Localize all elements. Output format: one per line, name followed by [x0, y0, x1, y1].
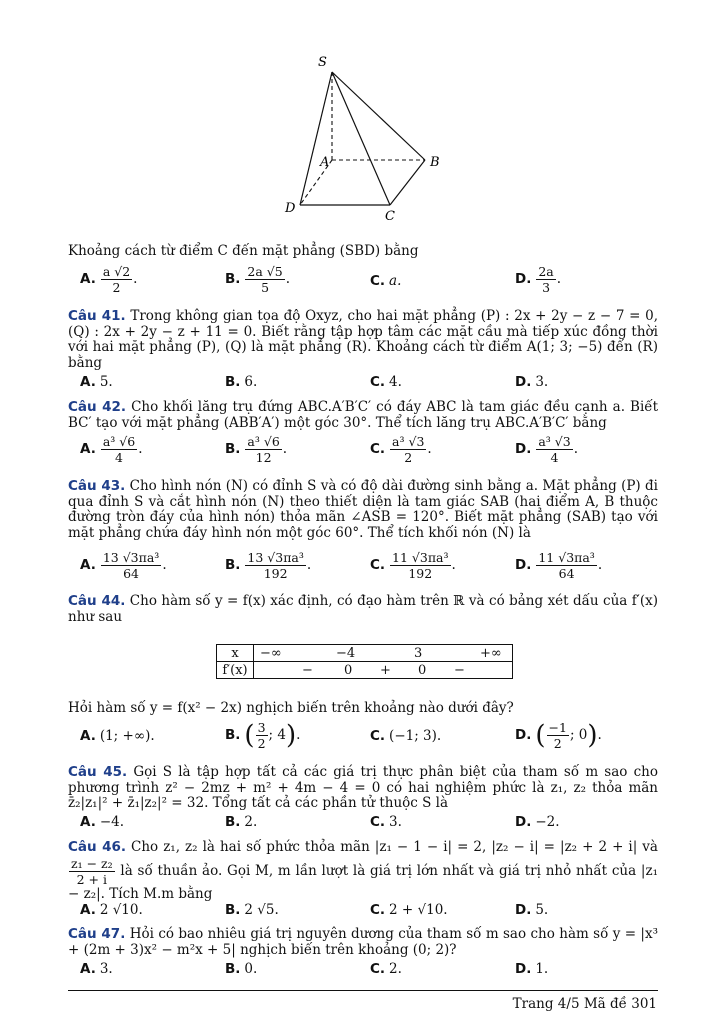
q47-option-d[interactable]: D. 1.	[515, 961, 549, 977]
q41-text: Trong không gian tọa độ Oxyz, cho hai mặt phẳng (P) : 2x + 2y − z − 7 = 0, (Q) : 2x + 2y − z + 11 = 0. Biết rằng tập hợp tâm các mặt cầu mà tiếp xúc đồng thời với hai mặt phẳng (P), (Q) là mặt phẳng (R). Khoảng cách từ điểm A(1; 3; −5) đến (R) bằng	[68, 308, 658, 371]
sign-cell: x	[217, 645, 254, 662]
q45-option-d[interactable]: D. −2.	[515, 814, 560, 830]
q44-option-c[interactable]: C. (−1; 3).	[370, 728, 442, 744]
q44	[68, 594, 658, 625]
q47-option-b[interactable]: B. 0.	[225, 961, 258, 977]
q45-option-b[interactable]: B. 2.	[225, 814, 258, 830]
sign-table-row-x	[217, 645, 513, 662]
q44-option-a[interactable]: A. (1; +∞).	[80, 728, 155, 744]
q44-option-b[interactable]: B. ( $\frac{3}{2}$ ; 4).	[225, 720, 301, 751]
q46-number: Câu 46.	[68, 839, 126, 855]
q45-options	[80, 814, 660, 834]
q45-option-c[interactable]: C. 3.	[370, 814, 402, 830]
q46	[68, 840, 658, 902]
q46-text1: Cho z₁, z₂ là hai số phức thỏa mãn |z₁ − 1 − i| = 2, |z₂ − i| = |z₂ + 2 + i| và	[131, 839, 658, 855]
q47-options	[80, 961, 660, 981]
sign-table	[216, 644, 513, 679]
q46-option-d[interactable]: D. 5.	[515, 902, 549, 918]
q43-option-a[interactable]: A. $\frac{\text{13 √3πa³}}{64}$ .	[80, 550, 167, 581]
q42-option-d[interactable]: D. $\frac{\text{a³ √3}}{4}$ .	[515, 434, 578, 465]
q41-options	[80, 374, 660, 394]
q43-text: Cho hình nón (N) có đỉnh S và có độ dài đường sinh bằng a. Mặt phẳng (P) đi qua đỉnh S và cắt hình nón (N) theo thiết diện là tam giác SAB (hai điểm A, B thuộc đường tròn đáy của hình nón) thỏa mãn ∠ASB = 120°. Biết mặt phẳng (SAB) tạo với mặt phẳng chứa đáy hình nón một góc 60°. Thể tích khối nón (N) là	[68, 478, 658, 541]
q43	[68, 479, 658, 541]
q47-number: Câu 47.	[68, 926, 126, 942]
vertex-label-a: A	[320, 155, 330, 170]
q40-option-d[interactable]: D. $\frac{2a}{3}$ .	[515, 264, 562, 295]
q41-option-d[interactable]: D. 3.	[515, 374, 549, 390]
q44-option-d[interactable]: D. ( $\frac{-1}{2}$ ; 0).	[515, 720, 602, 751]
q41-number: Câu 41.	[68, 308, 126, 324]
q44-text: Cho hàm số y = f(x) xác định, có đạo hàm trên ℝ và có bảng xét dấu của f′(x) như sau	[68, 593, 658, 625]
q45-number: Câu 45.	[68, 764, 128, 780]
sign-table-row-fprime	[217, 662, 513, 679]
q40-option-b[interactable]: B. $\frac{2a √5}{5}$ .	[225, 264, 291, 295]
q43-number: Câu 43.	[68, 478, 126, 494]
q46-fraction: $\frac{\text{z₁ − z₂}}{2 + i}$	[71, 855, 113, 887]
pyramid-figure	[270, 50, 460, 225]
q47-option-c[interactable]: C. 2.	[370, 961, 402, 977]
footer-divider	[68, 990, 658, 991]
vertex-label-c: C	[385, 209, 395, 224]
q40-options	[80, 264, 660, 295]
q46-text2: là số thuần ảo. Gọi M, m lần lượt là giá trị lớn nhất và giá trị nhỏ nhất của |z₁ − z₂|. Tích M.m bằng	[68, 862, 659, 902]
q44-question: Hỏi hàm số y = f(x² − 2x) nghịch biến trên khoảng nào dưới đây?	[68, 700, 514, 716]
q46-option-b[interactable]: B. 2 √5.	[225, 902, 279, 918]
vertex-label-s: S	[318, 55, 327, 70]
q45	[68, 765, 658, 812]
q40-option-a[interactable]: A. $\frac{a √2}{2}$ .	[80, 264, 138, 295]
q43-option-d[interactable]: D. $\frac{\text{11 √3πa³}}{64}$ .	[515, 550, 603, 581]
q45-text: Gọi S là tập hợp tất cả các giá trị thực phân biệt của tham số m sao cho phương trình z² − 2mz + m² + 4m − 4 = 0 có hai nghiệm phức là z₁, z₂ thỏa mãn z̄₂|z₁|² + z̄₁|z₂|² = 32. Tổng tất cả các phần tử thuộc S là	[68, 764, 658, 811]
q42-option-c[interactable]: C. $\frac{\text{a³ √3}}{2}$ .	[370, 434, 432, 465]
sign-cell-values: −∞ −4 3 +∞	[254, 645, 513, 662]
q42-options	[80, 434, 660, 465]
q45-option-a[interactable]: A. −4.	[80, 814, 125, 830]
q41-option-b[interactable]: B. 6.	[225, 374, 258, 390]
sign-cell-signs: − 0 + 0 −	[254, 662, 513, 679]
q42-text: Cho khối lăng trụ đứng ABC.A′B′C′ có đáy ABC là tam giác đều cạnh a. Biết BC′ tạo với mặt phẳng (ABB′A′) một góc 30°. Thể tích lăng trụ ABC.A′B′C′ bằng	[68, 399, 658, 431]
q47	[68, 927, 658, 958]
q40-stem: Khoảng cách từ điểm C đến mặt phẳng (SBD) bằng	[68, 243, 419, 259]
q43-option-b[interactable]: B. $\frac{\text{13 √3πa³}}{192}$ .	[225, 550, 312, 581]
q41	[68, 309, 658, 371]
q41-option-a[interactable]: A. 5.	[80, 374, 113, 390]
q42-option-a[interactable]: A. $\frac{\text{a³ √6}}{4}$ .	[80, 434, 143, 465]
q47-text: Hỏi có bao nhiêu giá trị nguyên dương của tham số m sao cho hàm số y = |x³ + (2m + 3)x² − m²x + 5| nghịch biến trên khoảng (0; 2)?	[68, 926, 659, 958]
q42-number: Câu 42.	[68, 399, 126, 415]
q47-option-a[interactable]: A. 3.	[80, 961, 113, 977]
q46-option-c[interactable]: C. 2 + √10.	[370, 902, 448, 918]
q43-options	[80, 550, 660, 581]
sign-cell: f′(x)	[217, 662, 254, 679]
q42-option-b[interactable]: B. $\frac{\text{a³ √6}}{12}$ .	[225, 434, 288, 465]
q44-options	[80, 720, 660, 751]
q40-option-c[interactable]: C. a.	[370, 273, 402, 289]
q43-option-c[interactable]: C. $\frac{\text{11 √3πa³}}{192}$ .	[370, 550, 456, 581]
vertex-label-d: D	[285, 201, 296, 216]
q42	[68, 400, 658, 431]
page-footer: Trang 4/5 Mã đề 301	[512, 996, 657, 1012]
q44-number: Câu 44.	[68, 593, 126, 609]
vertex-label-b: B	[430, 155, 440, 170]
q41-option-c[interactable]: C. 4.	[370, 374, 402, 390]
q46-options	[80, 902, 660, 922]
q46-option-a[interactable]: A. 2 √10.	[80, 902, 143, 918]
